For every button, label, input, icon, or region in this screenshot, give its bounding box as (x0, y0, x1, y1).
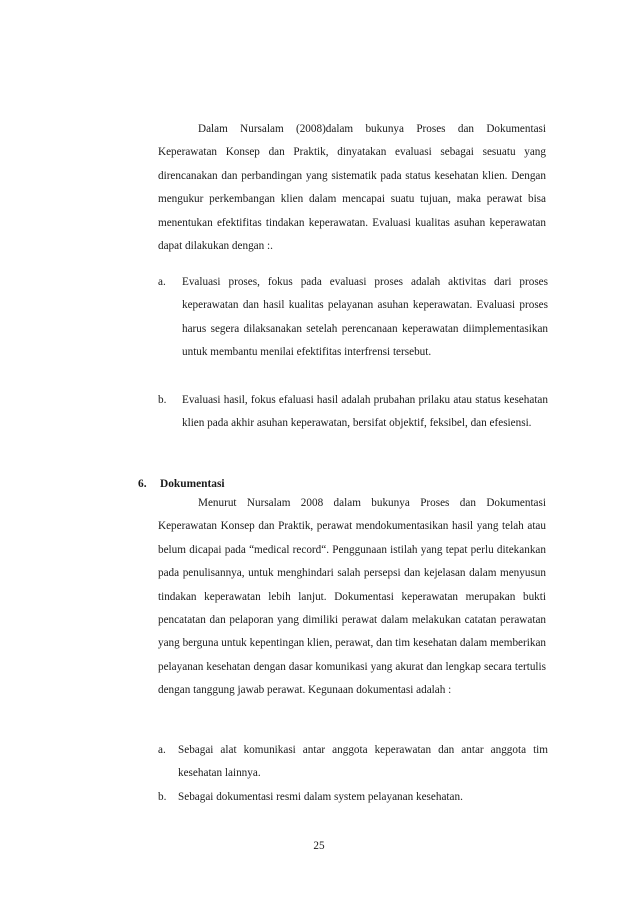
list-item-official-documentation: Sebagai dokumentasi resmi dalam system pelayanan kesehatan. (178, 791, 463, 803)
list-marker: b. (158, 791, 167, 803)
list-marker: b. (158, 394, 167, 406)
list-item-process-evaluation: Evaluasi proses, fokus pada evaluasi proses adalah aktivitas dari proses keperawatan dan hasil kualitas pelayanan asuhan keperawatan. Evaluasi proses harus segera dilaksanakan setelah perencanaan keperawatan diimplementasikan untuk membantu menilai efektifitas interfrensi tersebut. (182, 276, 548, 359)
list-marker: a. (158, 744, 166, 756)
section-number: 6. (138, 478, 147, 490)
evaluation-paragraph-text: Dalam Nursalam (2008)dalam bukunya Proses dan Dokumentasi Keperawatan Konsep dan Praktik, dinyatakan evaluasi sebagai sesuatu yang direncanakan dan perbandingan yang sistematik pada status kesehatan klien. Dengan mengukur perkembangan klien dalam mencapai suatu tujuan, maka perawat bisa menentukan efektifitas tindakan keperawatan. Evaluasi kualitas asuhan keperawatan dapat dilakukan dengan :. (158, 123, 546, 253)
list-marker: a. (158, 276, 166, 288)
section-title: Dokumentasi (160, 478, 225, 490)
documentation-paragraph (158, 492, 546, 703)
page-number: 25 (313, 840, 325, 852)
list-item-outcome-evaluation: Evaluasi hasil, fokus efaluasi hasil adalah prubahan prilaku atau status kesehatan klien pada akhir asuhan keperawatan, bersifat objektif, feksibel, dan efesiensi. (182, 394, 548, 430)
evaluation-paragraph (158, 118, 546, 258)
documentation-paragraph-text: Menurut Nursalam 2008 dalam bukunya Proses dan Dokumentasi Keperawatan Konsep dan Praktik, perawat mendokumentasikan hasil yang telah atau belum dicapai pada “medical record“. Penggunaan istilah yang tepat perlu ditekankan pada penulisannya, untuk menghindari salah persepsi dan kejelasan dalam menyusun tindakan keperawatan lebih lanjut. Dokumentasi keperawatan merupakan bukti pencatatan dan pelaporan yang dimiliki perawat dalam melakukan catatan perawatan yang berguna untuk kepentingan klien, perawat, dan tim kesehatan dalam memberikan pelayanan kesehatan dengan dasar komunikasi yang akurat dan lengkap secara tertulis dengan tanggung jawab perawat. Kegunaan dokumentasi adalah : (158, 497, 546, 697)
list-item-communication: Sebagai alat komunikasi antar anggota keperawatan dan antar anggota tim kesehatan lainnya. (178, 744, 548, 780)
